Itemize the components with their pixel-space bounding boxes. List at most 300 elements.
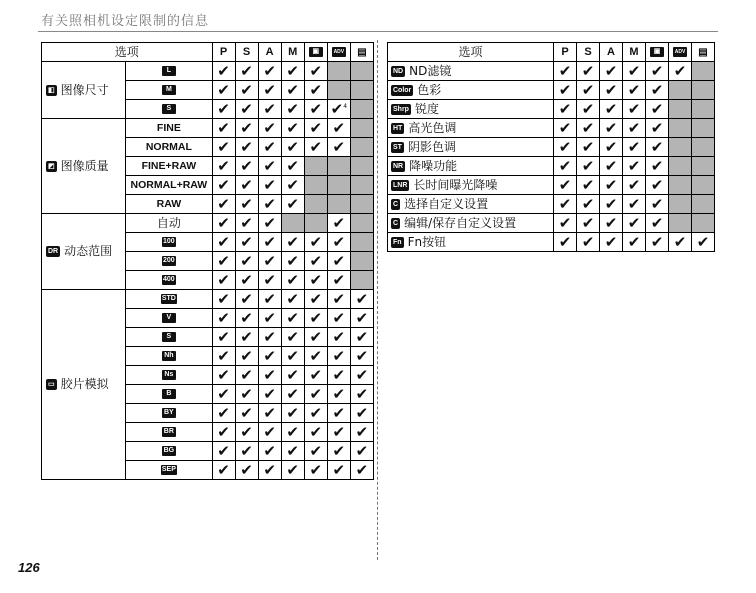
check-cell: ✔	[258, 366, 281, 385]
mode-p-header: P	[554, 43, 577, 62]
check-cell: ✔	[258, 100, 281, 119]
sub-option	[126, 385, 212, 404]
unavailable-cell	[669, 119, 692, 138]
table-row	[388, 176, 715, 195]
group-label	[42, 214, 126, 290]
sub-option	[126, 271, 212, 290]
unavailable-cell	[304, 176, 327, 195]
sub-option	[126, 81, 212, 100]
check-cell: ✔	[281, 195, 304, 214]
mode-m-header: M	[623, 43, 646, 62]
option-label	[388, 81, 554, 100]
unavailable-cell	[327, 62, 350, 81]
unavailable-cell	[327, 157, 350, 176]
check-cell: ✔	[281, 423, 304, 442]
check-cell: ✔	[350, 404, 373, 423]
table-row	[388, 81, 715, 100]
check-cell: ✔	[577, 176, 600, 195]
check-cell: ✔	[577, 195, 600, 214]
option-label-text: 选择自定义设置	[404, 196, 489, 211]
check-cell: ✔	[258, 252, 281, 271]
check-cell: ✔	[327, 366, 350, 385]
check-cell: ✔	[235, 366, 258, 385]
image-size-icon: ◧	[48, 86, 55, 94]
check-cell: ✔	[281, 347, 304, 366]
check-cell: ✔	[327, 290, 350, 309]
check-cell: ✔	[258, 62, 281, 81]
movie-icon: ▤	[350, 43, 373, 62]
option-label	[388, 233, 554, 252]
check-cell: ✔	[281, 461, 304, 480]
check-cell: ✔	[350, 423, 373, 442]
option-label-text: Fn按钮	[407, 234, 447, 249]
long-exposure-nr-icon: LNR	[393, 181, 408, 189]
check-cell: ✔	[258, 157, 281, 176]
check-cell: ✔	[235, 138, 258, 157]
dynamic-range-icon: DR	[48, 248, 59, 255]
unavailable-cell	[304, 195, 327, 214]
check-cell: ✔	[212, 62, 235, 81]
option-header: 选项	[42, 43, 213, 62]
unavailable-cell	[692, 119, 715, 138]
option-label-text: 降噪功能	[409, 158, 458, 173]
check-cell: ✔	[258, 176, 281, 195]
sub-option-icon: M	[162, 85, 176, 95]
check-cell: ✔	[646, 233, 669, 252]
check-cell: ✔	[304, 423, 327, 442]
check-cell: ✔	[304, 328, 327, 347]
shadow-tone-icon: ST	[393, 143, 402, 151]
table-row	[388, 233, 715, 252]
check-cell: ✔	[327, 119, 350, 138]
check-cell: ✔	[281, 328, 304, 347]
check-cell: ✔	[623, 195, 646, 214]
unavailable-cell	[350, 176, 373, 195]
check-cell: ✔	[258, 385, 281, 404]
sub-option	[126, 252, 212, 271]
check-cell: ✔	[327, 423, 350, 442]
check-cell: ✔	[235, 423, 258, 442]
check-cell: ✔	[669, 233, 692, 252]
check-cell: ✔	[281, 157, 304, 176]
select-custom-icon: C	[393, 200, 399, 208]
unavailable-cell	[350, 195, 373, 214]
check-cell: ✔	[304, 252, 327, 271]
sub-option-icon: Ns	[162, 370, 176, 380]
group-label	[42, 62, 126, 119]
check-cell: ✔	[327, 461, 350, 480]
check-cell: ✔	[258, 347, 281, 366]
check-cell: ✔	[327, 347, 350, 366]
check-cell: ✔	[600, 195, 623, 214]
option-label	[388, 62, 554, 81]
sub-option: FINE	[126, 119, 212, 138]
check-cell: ✔	[258, 81, 281, 100]
check-cell: ✔	[304, 62, 327, 81]
page-number: 126	[18, 560, 40, 575]
check-cell: ✔	[350, 347, 373, 366]
check-cell: ✔	[235, 271, 258, 290]
check-cell: ✔	[692, 233, 715, 252]
check-cell: ✔	[235, 81, 258, 100]
check-cell: ✔	[350, 309, 373, 328]
sub-option	[126, 423, 212, 442]
sub-option-icon: 400	[163, 276, 175, 283]
unavailable-cell	[692, 195, 715, 214]
table-row	[388, 157, 715, 176]
check-cell: ✔	[304, 404, 327, 423]
check-cell: ✔	[327, 233, 350, 252]
check-cell: ✔	[600, 119, 623, 138]
sub-option: FINE+RAW	[126, 157, 212, 176]
check-cell: ✔	[327, 309, 350, 328]
check-cell: ✔	[350, 328, 373, 347]
group-label-text: 图像尺寸	[60, 82, 109, 97]
option-label-text: 色彩	[417, 82, 442, 97]
check-cell: ✔	[212, 290, 235, 309]
footnote-mark: 4	[343, 102, 348, 110]
check-cell: ✔	[577, 81, 600, 100]
check-cell: ✔	[212, 271, 235, 290]
right-settings-table	[387, 42, 715, 252]
check-cell: ✔	[327, 385, 350, 404]
check-cell: ✔	[600, 233, 623, 252]
check-cell: ✔	[258, 328, 281, 347]
unavailable-cell	[692, 138, 715, 157]
check-cell: ✔	[600, 81, 623, 100]
unavailable-cell	[350, 233, 373, 252]
mode-s-header: S	[235, 43, 258, 62]
sub-option: NORMAL	[126, 138, 212, 157]
table-header-row	[42, 43, 374, 62]
check-cell: ✔	[600, 62, 623, 81]
option-label	[388, 176, 554, 195]
table-row	[42, 290, 374, 309]
sub-option	[126, 328, 212, 347]
unavailable-cell	[327, 176, 350, 195]
check-cell: ✔	[350, 385, 373, 404]
option-label-text: 锐度	[414, 101, 439, 116]
unavailable-cell	[692, 176, 715, 195]
sub-option	[126, 62, 212, 81]
check-cell: ✔	[235, 100, 258, 119]
check-cell: ✔	[212, 252, 235, 271]
check-cell: ✔	[600, 157, 623, 176]
check-cell: ✔	[304, 442, 327, 461]
filter-icon: ▣	[646, 43, 669, 62]
check-cell: ✔	[212, 423, 235, 442]
check-cell: ✔	[350, 442, 373, 461]
check-cell: ✔	[554, 119, 577, 138]
check-cell: ✔	[623, 81, 646, 100]
unavailable-cell	[669, 214, 692, 233]
sub-option	[126, 100, 212, 119]
sub-option: NORMAL+RAW	[126, 176, 212, 195]
sub-option-icon: BG	[163, 447, 175, 454]
check-cell: ✔	[281, 138, 304, 157]
table-row	[388, 119, 715, 138]
option-label-text: 编辑/保存自定义设置	[404, 215, 517, 230]
unavailable-cell	[327, 81, 350, 100]
check-cell: ✔	[281, 309, 304, 328]
table-row	[388, 62, 715, 81]
check-cell: ✔	[258, 461, 281, 480]
check-cell: ✔	[281, 233, 304, 252]
check-cell: ✔	[646, 119, 669, 138]
option-label-text: ND滤镜	[409, 63, 452, 78]
fn-button-icon: Fn	[393, 238, 402, 246]
unavailable-cell	[350, 119, 373, 138]
unavailable-cell	[350, 62, 373, 81]
advanced-icon: ADV	[327, 43, 350, 62]
sub-option-icon: 100	[163, 238, 175, 245]
check-cell: ✔	[350, 461, 373, 480]
check-cell: ✔	[281, 290, 304, 309]
check-cell: ✔	[623, 214, 646, 233]
sub-option	[126, 347, 212, 366]
nd-filter-icon: ND	[393, 67, 404, 75]
check-cell: ✔	[554, 62, 577, 81]
sub-option	[126, 290, 212, 309]
option-label	[388, 214, 554, 233]
check-cell: ✔	[646, 157, 669, 176]
check-cell: ✔	[350, 290, 373, 309]
noise-reduction-icon: NR	[393, 162, 404, 170]
table-row	[42, 119, 374, 138]
filter-icon: ▣	[304, 43, 327, 62]
sub-option	[126, 442, 212, 461]
check-cell: ✔	[304, 81, 327, 100]
mode-m-header: M	[281, 43, 304, 62]
check-cell: ✔	[212, 442, 235, 461]
check-cell: ✔	[304, 290, 327, 309]
unavailable-cell	[669, 138, 692, 157]
unavailable-cell	[692, 100, 715, 119]
check-cell: ✔	[235, 404, 258, 423]
check-cell: ✔	[623, 138, 646, 157]
check-cell: ✔	[304, 119, 327, 138]
sub-option	[126, 233, 212, 252]
check-cell: ✔	[212, 233, 235, 252]
check-cell: ✔	[235, 328, 258, 347]
sharpness-icon: Shrp	[393, 105, 409, 113]
check-cell: ✔	[258, 271, 281, 290]
sub-option-icon: STD	[161, 295, 176, 302]
check-cell: ✔	[235, 461, 258, 480]
sub-option-icon: BR	[163, 428, 174, 435]
check-cell: ✔	[669, 62, 692, 81]
check-cell: ✔	[235, 252, 258, 271]
movie-icon: ▤	[692, 43, 715, 62]
check-cell: ✔	[554, 138, 577, 157]
check-cell: ✔	[212, 195, 235, 214]
unavailable-cell	[350, 214, 373, 233]
check-cell: ✔	[212, 328, 235, 347]
image-quality-icon: ◩	[48, 162, 55, 170]
sub-option-icon: B	[162, 389, 176, 399]
check-cell: ✔	[212, 100, 235, 119]
check-cell: ✔	[235, 62, 258, 81]
check-cell: ✔	[327, 442, 350, 461]
table-row	[42, 214, 374, 233]
check-cell: ✔	[304, 100, 327, 119]
check-cell: ✔	[304, 385, 327, 404]
check-cell: ✔	[646, 81, 669, 100]
check-cell: ✔	[235, 347, 258, 366]
check-cell: ✔	[235, 309, 258, 328]
check-cell: ✔	[327, 404, 350, 423]
check-cell: ✔	[258, 309, 281, 328]
table-row	[42, 62, 374, 81]
check-cell: ✔	[600, 214, 623, 233]
column-divider	[377, 40, 378, 560]
check-cell: ✔	[554, 195, 577, 214]
table-row	[388, 195, 715, 214]
check-cell: ✔	[281, 100, 304, 119]
check-cell: ✔	[235, 214, 258, 233]
check-cell: ✔	[281, 119, 304, 138]
unavailable-cell	[350, 157, 373, 176]
check-cell: ✔	[327, 252, 350, 271]
check-cell: ✔	[212, 309, 235, 328]
check-cell: ✔	[577, 214, 600, 233]
sub-option	[126, 404, 212, 423]
option-label-text: 阴影色调	[407, 139, 456, 154]
check-cell: ✔	[258, 290, 281, 309]
check-cell: ✔	[327, 271, 350, 290]
check-cell: ✔	[212, 176, 235, 195]
unavailable-cell	[669, 157, 692, 176]
table-row	[388, 100, 715, 119]
check-cell: ✔	[258, 404, 281, 423]
check-cell: ✔	[281, 81, 304, 100]
highlight-tone-icon: HT	[393, 124, 403, 132]
check-cell: ✔	[212, 214, 235, 233]
mode-a-header: A	[600, 43, 623, 62]
check-cell: ✔	[281, 176, 304, 195]
check-cell: ✔	[623, 100, 646, 119]
table-row	[388, 214, 715, 233]
title-rule	[38, 31, 718, 32]
option-label-text: 高光色调	[408, 120, 457, 135]
check-cell: ✔	[235, 176, 258, 195]
sub-option	[126, 309, 212, 328]
option-header: 选项	[388, 43, 554, 62]
check-cell: ✔	[623, 157, 646, 176]
check-cell: ✔	[577, 157, 600, 176]
check-cell: ✔	[258, 195, 281, 214]
check-cell: ✔	[281, 366, 304, 385]
check-cell: ✔	[281, 385, 304, 404]
check-cell: ✔	[327, 214, 350, 233]
unavailable-cell	[692, 81, 715, 100]
mode-a-header: A	[258, 43, 281, 62]
sub-option	[126, 461, 212, 480]
check-cell: ✔	[304, 271, 327, 290]
group-label	[42, 290, 126, 480]
sub-option-icon: SEP	[161, 466, 176, 473]
unavailable-cell	[350, 100, 373, 119]
check-cell: ✔	[235, 442, 258, 461]
check-cell: ✔	[554, 100, 577, 119]
check-cell: ✔	[646, 100, 669, 119]
check-cell: ✔	[235, 119, 258, 138]
check-cell: ✔	[212, 119, 235, 138]
table-header-row	[388, 43, 715, 62]
check-cell: ✔	[235, 195, 258, 214]
check-cell: ✔	[554, 214, 577, 233]
table-row	[388, 138, 715, 157]
left-settings-table	[41, 42, 374, 480]
option-label	[388, 138, 554, 157]
check-cell: ✔	[212, 385, 235, 404]
check-cell: ✔	[212, 347, 235, 366]
option-label	[388, 195, 554, 214]
check-cell: ✔	[304, 347, 327, 366]
check-cell: ✔	[554, 176, 577, 195]
page-title: 有关照相机设定限制的信息	[41, 14, 210, 29]
color-icon: Color	[393, 86, 412, 94]
check-cell: ✔	[258, 119, 281, 138]
check-cell: ✔	[235, 233, 258, 252]
edit-custom-icon: C	[393, 219, 399, 227]
check-cell: ✔	[600, 100, 623, 119]
check-cell: ✔	[281, 442, 304, 461]
unavailable-cell	[350, 138, 373, 157]
sub-option: 自动	[126, 214, 212, 233]
option-label-text: 长时间曝光降噪	[413, 177, 498, 192]
check-cell: ✔	[646, 138, 669, 157]
mode-s-header: S	[577, 43, 600, 62]
check-cell: ✔	[304, 461, 327, 480]
check-cell: ✔	[281, 62, 304, 81]
group-label	[42, 119, 126, 214]
check-cell: ✔	[304, 309, 327, 328]
option-label	[388, 100, 554, 119]
unavailable-cell	[304, 214, 327, 233]
unavailable-cell	[281, 214, 304, 233]
sub-option-icon: BY	[162, 408, 176, 418]
check-cell: ✔	[212, 404, 235, 423]
mode-p-header: P	[212, 43, 235, 62]
check-cell: ✔	[646, 62, 669, 81]
check-cell: ✔	[212, 461, 235, 480]
sub-option-icon: Nh	[162, 351, 176, 361]
unavailable-cell	[350, 271, 373, 290]
unavailable-cell	[692, 214, 715, 233]
check-cell: ✔	[235, 290, 258, 309]
check-cell: ✔	[258, 233, 281, 252]
sub-option: RAW	[126, 195, 212, 214]
unavailable-cell	[669, 81, 692, 100]
sub-option-icon: V	[162, 313, 176, 323]
option-label	[388, 119, 554, 138]
group-label-text: 胶片模拟	[60, 377, 109, 391]
check-cell: ✔	[623, 176, 646, 195]
check-cell: ✔	[623, 119, 646, 138]
check-cell: ✔	[304, 233, 327, 252]
check-cell: ✔	[304, 366, 327, 385]
check-cell: ✔	[258, 423, 281, 442]
check-cell: ✔	[212, 157, 235, 176]
check-cell: ✔	[646, 195, 669, 214]
check-cell: ✔	[327, 328, 350, 347]
check-cell: ✔	[281, 252, 304, 271]
check-cell: ✔	[646, 176, 669, 195]
check-cell: ✔	[258, 138, 281, 157]
check-cell: ✔	[577, 62, 600, 81]
check-cell: ✔	[554, 157, 577, 176]
